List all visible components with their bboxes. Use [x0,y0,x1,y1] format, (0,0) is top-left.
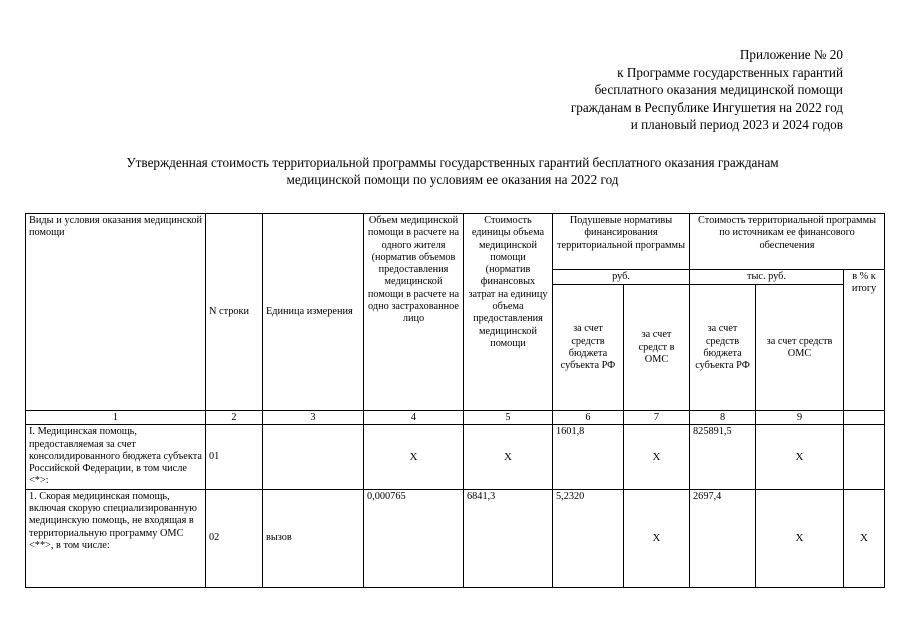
row-cost: X [464,425,553,489]
cost-table [25,213,885,588]
header-sources-unit: тыс. руб. [690,270,844,285]
row-unit [263,425,364,489]
column-number: 4 [364,411,464,425]
header-oms-2: за счет средств ОМС [756,285,844,411]
row-unit: вызов [263,489,364,587]
row-volume: X [364,425,464,489]
row-cost-oms: X [756,489,844,587]
appendix-line: Приложение № 20 [739,47,843,62]
header-per-capita: Подушевые нормативы финансирования территориальной программы [553,214,690,270]
appendix-header [571,46,843,134]
title-line-2: медицинской помощи по условиям ее оказания на 2022 год [286,172,619,187]
table-row [26,425,885,489]
row-number: 01 [206,425,263,489]
column-number: 8 [690,411,756,425]
appendix-line: бесплатного оказания медицинской помощи [594,82,843,98]
column-number: 2 [206,411,263,425]
column-number: 1 [26,411,206,425]
appendix-line: и плановый период 2023 и 2024 годов [630,117,843,133]
row-name: 1. Скорая медицинская помощь, включая скорую специализированную медицинскую помощь, не входящая в территориальную программу ОМС <**>, в том числе: [26,489,206,587]
header-volume: Объем медицинской помощи в расчете на одного жителя (норматив объемов предоставления медицинской помощи в расчете на одно застрахованное лицо [364,214,464,411]
title-line-1: Утвержденная стоимость территориальной программы государственных гарантий бесплатного оказания гражданам [126,155,779,170]
appendix-line: гражданам в Республике Ингушетия на 2022 год [570,99,843,115]
row-cost: 6841,3 [464,489,553,587]
row-volume: 0,000765 [364,489,464,587]
column-number: 3 [263,411,364,425]
row-percent: X [844,489,885,587]
row-per-capita-budget: 5,2320 [553,489,624,587]
column-number: 9 [756,411,844,425]
row-number: 02 [206,489,263,587]
header-per-capita-unit: руб. [553,270,690,285]
header-percent: в % к итогу [844,270,885,411]
column-number-empty [844,411,885,425]
header-unit: Единица измерения [263,214,364,411]
row-per-capita-oms: X [624,489,690,587]
row-cost-budget: 825891,5 [690,425,756,489]
column-number-row [26,411,885,425]
column-number: 5 [464,411,553,425]
header-cost: Стоимость единицы объема медицинской помощи (норматив финансовых затрат на единицу объема предоставления медицинской помощи [464,214,553,411]
header-budget-rf-2: за счет средств бюджета субъекта РФ [690,285,756,411]
header-oms-rf: за счет средст в ОМС [624,285,690,411]
header-sources: Стоимость территориальной программы по источникам ее финансового обеспечения [690,214,885,270]
appendix-line: к Программе государственных гарантий [617,64,843,80]
header-row-no: N строки [206,214,263,411]
row-cost-oms: X [756,425,844,489]
row-name: I. Медицинская помощь, предоставляемая за счет консолидированного бюджета субъекта Российской Федерации, в том числе <*>: [26,425,206,489]
document-title [40,154,865,188]
column-number: 6 [553,411,624,425]
row-per-capita-oms: X [624,425,690,489]
table-row [26,489,885,587]
row-percent [844,425,885,489]
row-per-capita-budget: 1601,8 [553,425,624,489]
column-number: 7 [624,411,690,425]
header-budget-rf: за счет средств бюджета субъекта РФ [553,285,624,411]
row-cost-budget: 2697,4 [690,489,756,587]
header-types: Виды и условия оказания медицинской помощи [26,214,206,411]
